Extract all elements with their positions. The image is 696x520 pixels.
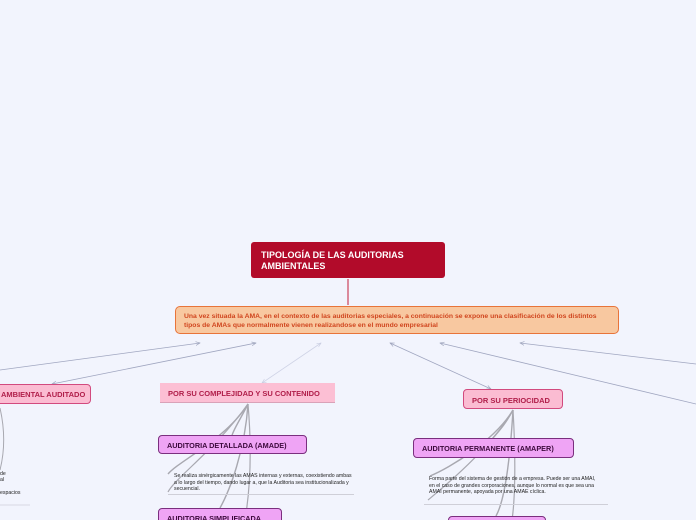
link-periocidad	[390, 343, 491, 389]
branch-ambiental-auditado[interactable]	[0, 384, 91, 404]
root-topic[interactable]	[251, 242, 445, 278]
branch-complejidad-label: POR SU COMPLEJIDAD Y SU CONTENIDO	[168, 389, 320, 398]
desc-auditoria-detallada-text: Se realiza sinérgicamente las AMAS internas y externas, coexistiendo ambas a lo largo del tiempo, dando lugar a, que la Auditoria sea institucionalizada y secuencial.	[174, 473, 352, 493]
branch-curve-left	[0, 408, 4, 470]
desc-permanente-underline	[424, 504, 608, 505]
branch-curve-detallada	[232, 404, 248, 436]
node-auditoria-detallada[interactable]	[158, 435, 307, 454]
branch-curve-next	[496, 410, 513, 516]
node-auditoria-permanente[interactable]	[413, 438, 574, 458]
node-auditoria-permanente-label: AUDITORIA PERMANENTE (AMAPER)	[422, 444, 554, 453]
link-left-far	[0, 343, 200, 370]
link-right-2	[520, 343, 696, 364]
branch-periocidad-label: POR SU PERIOCIDAD	[472, 396, 550, 405]
intro-text: Una vez situada la AMA, en el contexto de las auditorias especiales, a continuación se expone una clasificación de los distintos tipos de AMAs que normalmente vienen realizandose en el mundo empresarial	[184, 313, 597, 329]
branch-periocidad[interactable]	[463, 389, 563, 409]
branch-complejidad[interactable]	[160, 383, 335, 403]
desc-auditoria-detallada	[174, 473, 354, 493]
branch-ambiental-auditado-label: AMBIENTAL AUDITADO	[1, 390, 86, 399]
node-auditoria-simplificada-label: AUDITORIA SIMPLIFICADA	[167, 514, 262, 520]
node-auditoria-detallada-label: AUDITORIA DETALLADA (AMADE)	[167, 441, 287, 450]
node-periocidad-next[interactable]	[448, 516, 546, 520]
link-complejidad	[262, 343, 321, 383]
intro-topic[interactable]	[175, 306, 619, 334]
left-fragment-1: de	[0, 471, 6, 477]
desc-detallada-underline	[168, 494, 354, 495]
node-auditoria-simplificada[interactable]	[158, 508, 282, 520]
left-fragment-3: espacios	[0, 490, 21, 496]
left-fragment-2: al	[0, 477, 5, 483]
desc-auditoria-permanente-text: Forma parte del sistema de gestión de a empresa. Puede ser una AMAI, en el caso de grandes corporaciones, aunque lo normal es que sea una AMAI permanente, apoyada por una AMAE cíclica.	[429, 476, 596, 496]
desc-auditoria-permanente	[429, 476, 601, 496]
root-title: TIPOLOGÍA DE LAS AUDITORIAS AMBIENTALES	[261, 250, 404, 271]
